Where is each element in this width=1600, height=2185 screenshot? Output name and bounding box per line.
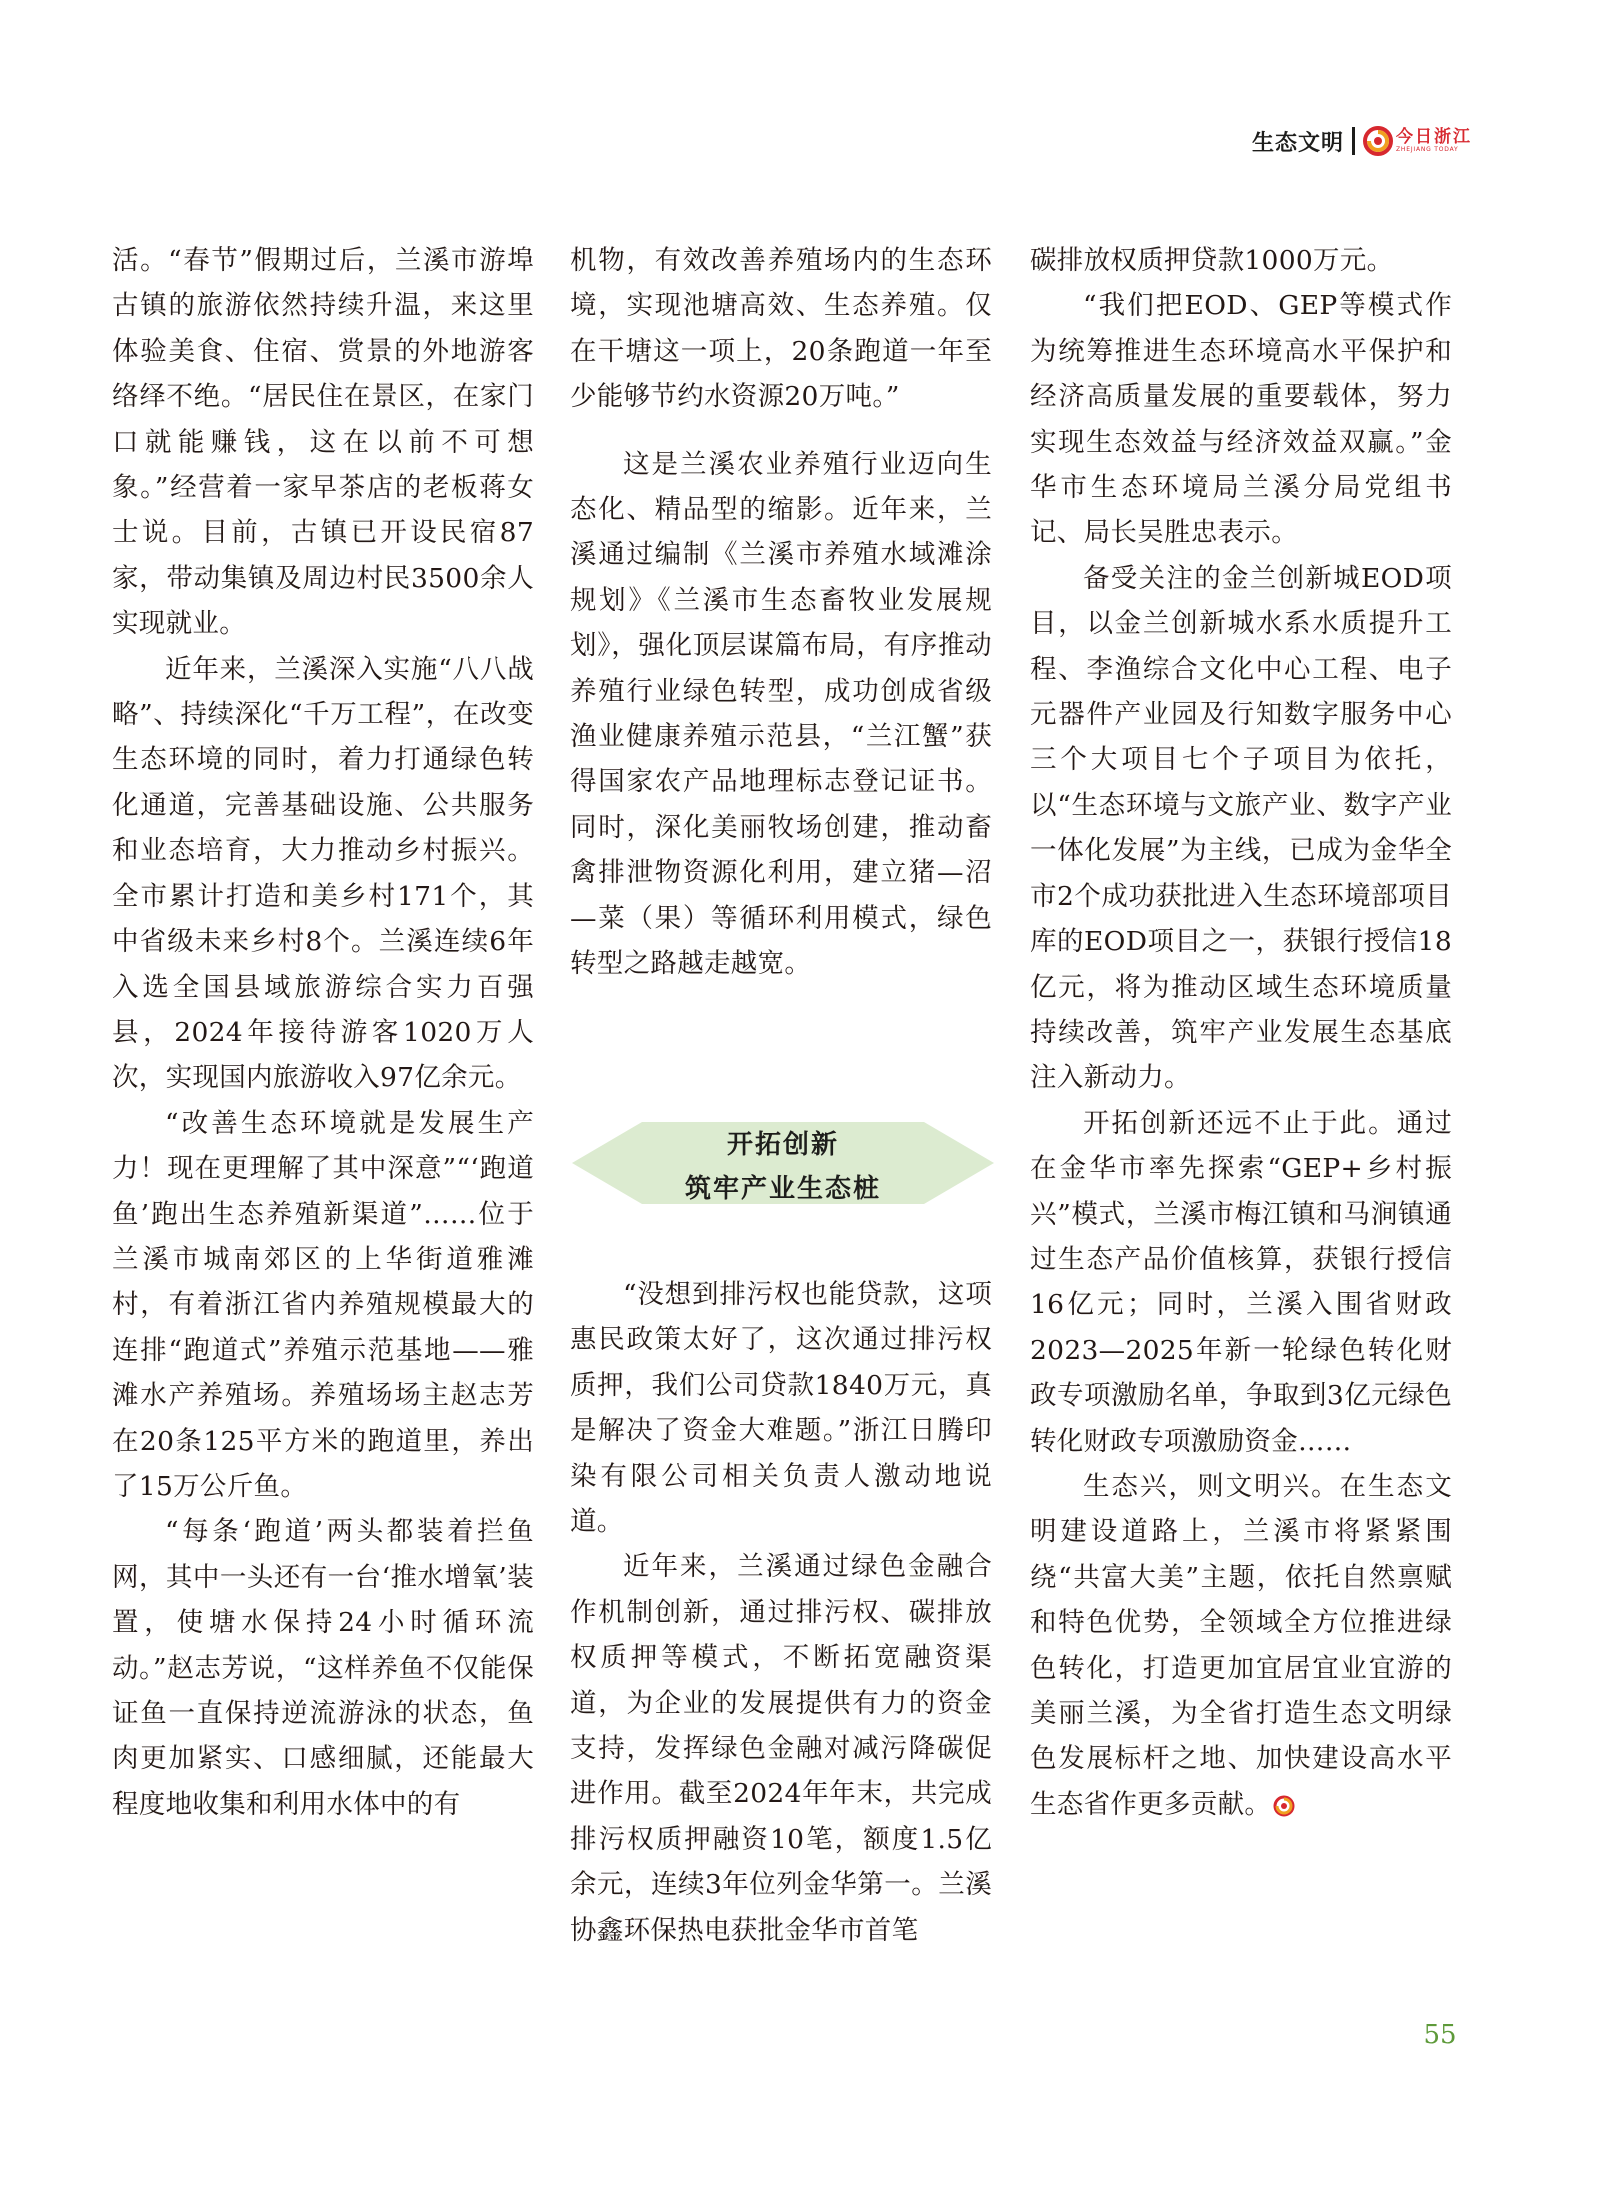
paragraph: “每条‘跑道’两头都装着拦鱼网，其中一头还有一台‘推水增氧’装置，使塘水保持24小时循环流动。”赵志芳说，“这样养鱼不仅能保证鱼一直保持逆流游泳的状态，鱼肉更加紧实、口感细腻，还能最大程度地收集和利用水体中的有 [112, 1516, 534, 1820]
page-header [1252, 124, 1472, 158]
swirl-logo-icon [1363, 126, 1393, 156]
section-label: 生态文明 [1251, 130, 1344, 156]
logo-english: ZHEJIANG TODAY [1396, 146, 1459, 153]
paragraph: 开拓创新还远不止于此。通过在金华市率先探索“GEP+乡村振兴”模式，兰溪市梅江镇和马涧镇通过生态产品价值核算，获银行授信16亿元；同时，兰溪入围省财政2023—2025年新一轮绿色转化财政专项激励名单，争取到3亿元绿色转化财政专项激励资金…… [1030, 1107, 1452, 1457]
column-2-upper [570, 238, 992, 987]
logo-wordmark: 今日浙江 [1396, 127, 1472, 147]
paragraph: 碳排放权质押贷款1000万元。 [1030, 245, 1394, 276]
column-1 [112, 238, 534, 1827]
paragraph: 机物，有效改善养殖场内的生态环境，实现池塘高效、生态养殖。仅在干塘这一项上，20条跑道一年至少能够节约水资源20万吨。” [570, 245, 992, 413]
end-mark-icon [1273, 1795, 1295, 1817]
column-3 [1030, 238, 1452, 1827]
paragraph-final [1030, 1464, 1452, 1827]
section-subheading [572, 1110, 994, 1216]
paragraph: 这是兰溪农业养殖行业迈向生态化、精品型的缩影。近年来，兰溪通过编制《兰溪市养殖水域滩涂规划》《兰溪市生态畜牧业发展规划》，强化顶层谋篇布局，有序推动养殖行业绿色转型，成功创成省级渔业健康养殖示范县，“兰江蟹”获得国家农产品地理标志登记证书。同时，深化美丽牧场创建，推动畜禽排泄物资源化利用，建立猪—沼—菜（果）等循环利用模式，绿色转型之路越走越宽。 [570, 448, 992, 980]
paragraph: 近年来，兰溪深入实施“八八战略”、持续深化“千万工程”，在改变生态环境的同时，着力打通绿色转化通道，完善基础设施、公共服务和业态培育，大力推动乡村振兴。全市累计打造和美乡村171个，其中省级未来乡村8个。兰溪连续6年入选全国县域旅游综合实力百强县，2024年接待游客1020万人次，实现国内旅游收入97亿余元。 [112, 653, 534, 1094]
subheading-line-2: 筑牢产业生态桩 [684, 1174, 881, 1204]
header-divider [1352, 127, 1355, 155]
subheading-line-1: 开拓创新 [726, 1130, 839, 1160]
paragraph: 备受关注的金兰创新城EOD项目，以金兰创新城水系水质提升工程、李渔综合文化中心工程、电子元器件产业园及行知数字服务中心三个大项目七个子项目为依托，以“生态环境与文旅产业、数字产业一体化发展”为主线，已成为金华全市2个成功获批进入生态环境部项目库的EOD项目之一，获银行授信18亿元，将为推动区域生态环境质量持续改善，筑牢产业发展生态基底注入新动力。 [1030, 562, 1452, 1094]
paragraph: “没想到排污权也能贷款，这项惠民政策太好了，这次通过排污权质押，我们公司贷款1840万元，真是解决了资金大难题。”浙江日腾印染有限公司相关负责人激动地说道。 [570, 1279, 992, 1538]
page-number: 55 [1423, 2020, 1457, 2050]
paragraph: “我们把EOD、GEP等模式作为统筹推进生态环境高水平保护和经济高质量发展的重要载体，努力实现生态效益与经济效益双赢。”金华市生态环境局兰溪分局党组书记、局长吴胜忠表示。 [1030, 290, 1452, 549]
paragraph: 近年来，兰溪通过绿色金融合作机制创新，通过排污权、碳排放权质押等模式，不断拓宽融资渠道，为企业的发展提供有力的资金支持，发挥绿色金融对减污降碳促进作用。截至2024年年末，共完成排污权质押融资10笔，额度1.5亿余元，连续3年位列金华第一。兰溪协鑫环保热电获批金华市首笔 [570, 1551, 992, 1946]
publication-logo [1363, 126, 1472, 156]
column-2-lower [570, 1272, 992, 1953]
paragraph: “改善生态环境就是发展生产力！现在更理解了其中深意”“‘跑道鱼’跑出生态养殖新渠道”……位于兰溪市城南郊区的上华街道雅滩村，有着浙江省内养殖规模最大的连排“跑道式”养殖示范基地——雅滩水产养殖场。养殖场场主赵志芳在20条125平方米的跑道里，养出了15万公斤鱼。 [112, 1107, 534, 1502]
paragraph: 活。“春节”假期过后，兰溪市游埠古镇的旅游依然持续升温，来这里体验美食、住宿、赏景的外地游客络绎不绝。“居民住在景区，在家门口就能赚钱，这在以前不可想象。”经营着一家早茶店的老板蒋女士说。目前，古镇已开设民宿87家，带动集镇及周边村民3500余人实现就业。 [112, 245, 534, 640]
paragraph-text: 生态兴，则文明兴。在生态文明建设道路上，兰溪市将紧紧围绕“共富大美”主题，依托自然禀赋和特色优势，全领域全方位推进绿色转化，打造更加宜居宜业宜游的美丽兰溪，为全省打造生态文明绿色发展标杆之地、加快建设高水平生态省作更多贡献。 [1030, 1470, 1452, 1820]
